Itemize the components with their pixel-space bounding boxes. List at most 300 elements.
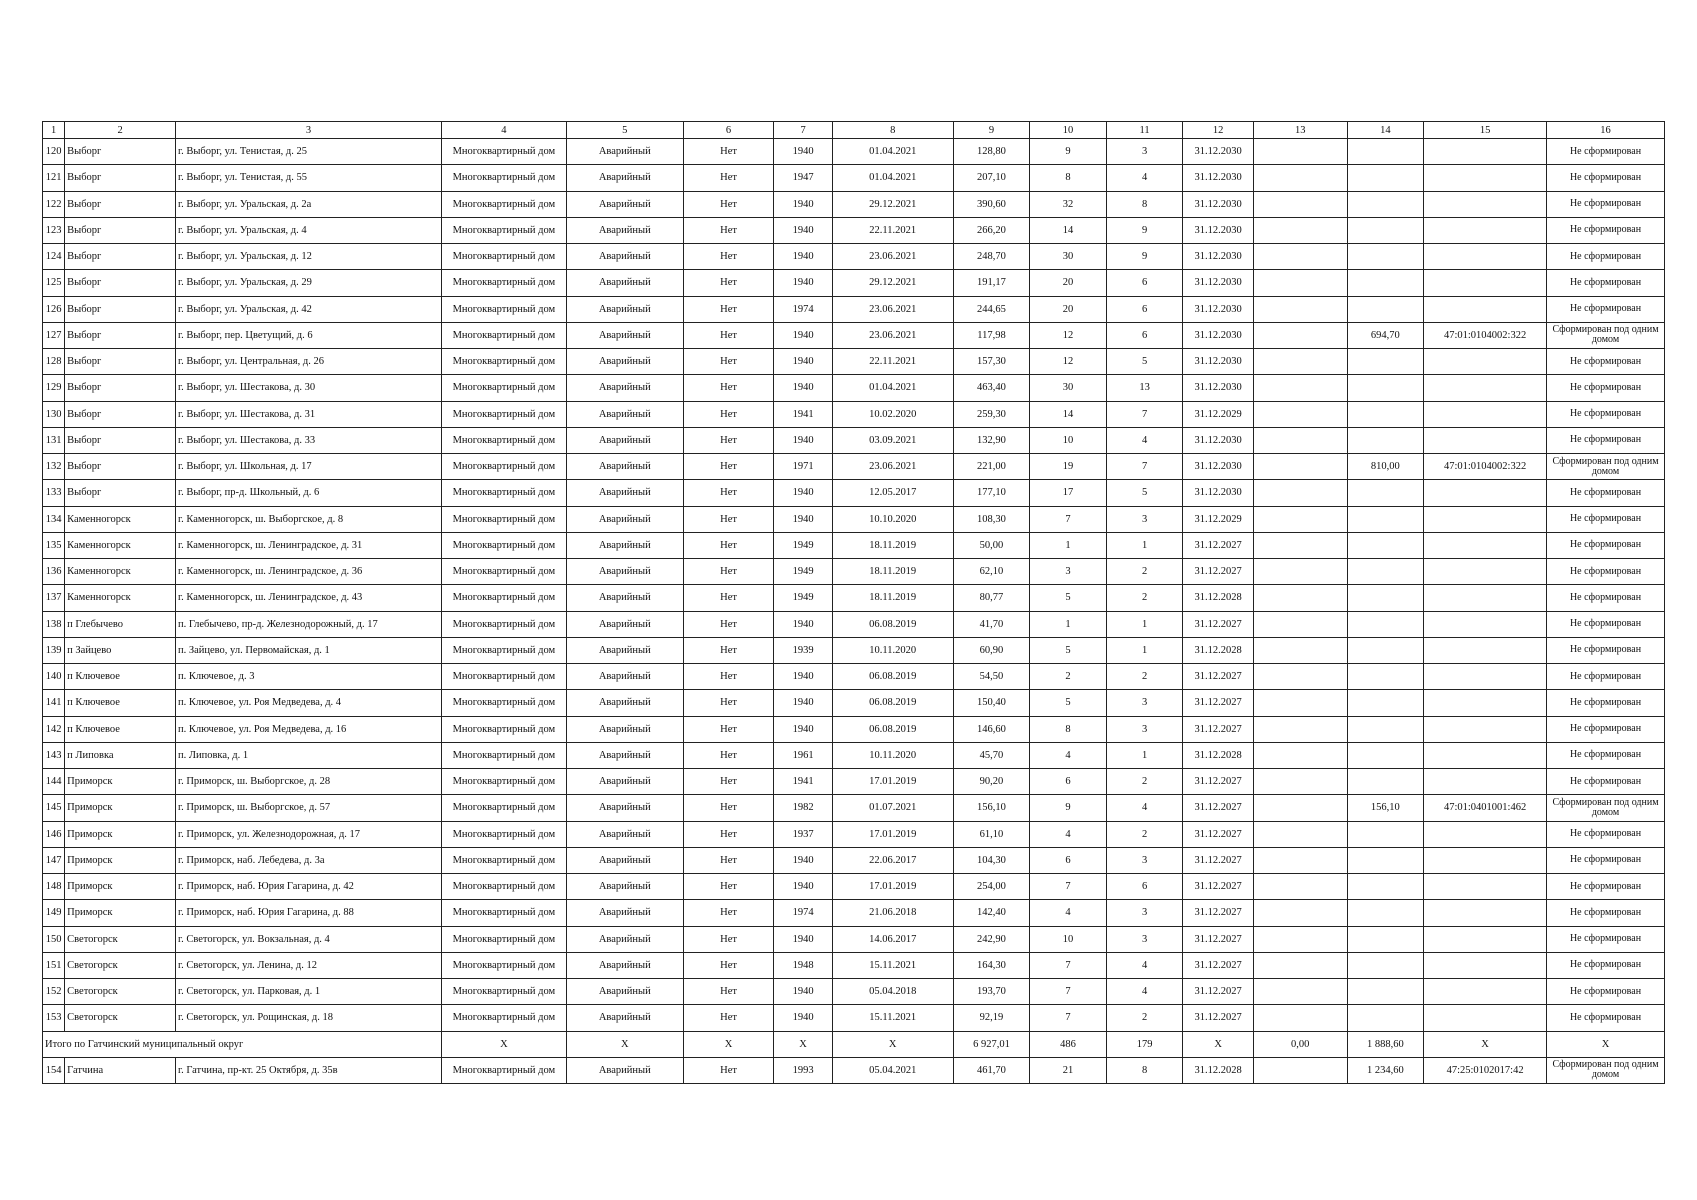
cell-row-number: 127 — [43, 322, 65, 348]
cell-build-year: 1993 — [774, 1057, 832, 1083]
cell-building-condition: Аварийный — [566, 217, 683, 243]
cell-planned-date: 31.12.2028 — [1183, 637, 1254, 663]
cell-area: 92,19 — [953, 1005, 1030, 1031]
cell-planned-date: 31.12.2030 — [1183, 322, 1254, 348]
cell-planned-date: 31.12.2028 — [1183, 1057, 1254, 1083]
column-header-2: 2 — [65, 122, 176, 139]
cell-land-status: Не сформирован — [1547, 716, 1665, 742]
cell-address: г. Выборг, ул. Уральская, д. 2а — [175, 191, 441, 217]
cell-building-condition: Аварийный — [566, 664, 683, 690]
cell-address: г. Выборг, пер. Цветущий, д. 6 — [175, 322, 441, 348]
cell-col-13 — [1253, 454, 1347, 480]
cell-decision-date: 18.11.2019 — [832, 559, 953, 585]
cell-building-condition: Аварийный — [566, 637, 683, 663]
cell-apartments-count: 4 — [1106, 952, 1183, 978]
cell-apartments-count: 6 — [1106, 296, 1183, 322]
cell-build-year: 1940 — [774, 611, 832, 637]
cell-apartments-count: 2 — [1106, 585, 1183, 611]
cell-area: 242,90 — [953, 926, 1030, 952]
cell-building-type: Многоквартирный дом — [441, 716, 566, 742]
cell-decision-date: 06.08.2019 — [832, 611, 953, 637]
cell-decision-date: 29.12.2021 — [832, 191, 953, 217]
cell-land-status: Не сформирован — [1547, 585, 1665, 611]
cell-col-13 — [1253, 847, 1347, 873]
cell-row-number: 154 — [43, 1057, 65, 1083]
cell-planned-date: 31.12.2028 — [1183, 742, 1254, 768]
column-number-header-row — [43, 122, 1665, 139]
cell-residents-count: 32 — [1030, 191, 1107, 217]
cell-col-13 — [1253, 874, 1347, 900]
cell-planned-date: 31.12.2027 — [1183, 926, 1254, 952]
table-row — [43, 690, 1665, 716]
cell-building-type: Многоквартирный дом — [441, 795, 566, 821]
cell-cadastral-number — [1424, 664, 1547, 690]
cell-building-condition: Аварийный — [566, 191, 683, 217]
cell-land-area — [1347, 716, 1424, 742]
table-row — [43, 769, 1665, 795]
cell-address: г. Гатчина, пр-кт. 25 Октября, д. 35в — [175, 1057, 441, 1083]
cell-build-year: 1940 — [774, 322, 832, 348]
cell-land-area — [1347, 401, 1424, 427]
cell-land-status: Не сформирован — [1547, 874, 1665, 900]
column-header-15: 15 — [1424, 122, 1547, 139]
cell-row-number: 122 — [43, 191, 65, 217]
cell-row-number: 147 — [43, 847, 65, 873]
cell-building-condition: Аварийный — [566, 611, 683, 637]
cell-flag: Нет — [683, 1057, 774, 1083]
table-row — [43, 506, 1665, 532]
cell-area: 248,70 — [953, 244, 1030, 270]
column-header-1: 1 — [43, 122, 65, 139]
table-row — [43, 874, 1665, 900]
cell-planned-date: 31.12.2030 — [1183, 349, 1254, 375]
cell-row-number: 131 — [43, 427, 65, 453]
cell-building-type: Многоквартирный дом — [441, 821, 566, 847]
cell-planned-date: 31.12.2027 — [1183, 847, 1254, 873]
cell-residents-count: 6 — [1030, 769, 1107, 795]
cell-apartments-count: 1 — [1106, 637, 1183, 663]
cell-building-condition: Аварийный — [566, 139, 683, 165]
cell-planned-date: 31.12.2027 — [1183, 952, 1254, 978]
cell-build-year: 1940 — [774, 1005, 832, 1031]
cell-settlement: п Ключевое — [65, 690, 176, 716]
cell-area: 461,70 — [953, 1057, 1030, 1083]
cell-area: 390,60 — [953, 191, 1030, 217]
cell-building-condition: Аварийный — [566, 165, 683, 191]
cell-flag: Нет — [683, 270, 774, 296]
cell-build-year: 1940 — [774, 349, 832, 375]
cell-address: г. Выборг, ул. Центральная, д. 26 — [175, 349, 441, 375]
cell-apartments-count: 2 — [1106, 821, 1183, 847]
cell-flag: Нет — [683, 559, 774, 585]
cell-land-area — [1347, 349, 1424, 375]
cell-cadastral-number — [1424, 1005, 1547, 1031]
cell-apartments-count: 8 — [1106, 191, 1183, 217]
table-row — [43, 244, 1665, 270]
cell-col-13 — [1253, 244, 1347, 270]
cell-residents-count: 10 — [1030, 926, 1107, 952]
cell-address: п. Ключевое, ул. Роя Медведева, д. 4 — [175, 690, 441, 716]
cell-cadastral-number — [1424, 690, 1547, 716]
table-row — [43, 952, 1665, 978]
cell-decision-date: 23.06.2021 — [832, 296, 953, 322]
cell-building-type: Многоквартирный дом — [441, 401, 566, 427]
cell-row-number: 135 — [43, 532, 65, 558]
cell-build-year: 1940 — [774, 979, 832, 1005]
cell-col-13 — [1253, 742, 1347, 768]
cell-land-status: Сформирован под одним домом — [1547, 322, 1665, 348]
cell-land-status: Не сформирован — [1547, 742, 1665, 768]
cell-residents-count: 7 — [1030, 1005, 1107, 1031]
cell-row-number: 153 — [43, 1005, 65, 1031]
cell-decision-date: 03.09.2021 — [832, 427, 953, 453]
cell-building-type: Многоквартирный дом — [441, 322, 566, 348]
cell-build-year: 1937 — [774, 821, 832, 847]
cell-col-13 — [1253, 716, 1347, 742]
cell-building-condition: Аварийный — [566, 559, 683, 585]
cell-planned-date: 31.12.2030 — [1183, 427, 1254, 453]
cell-planned-date: 31.12.2027 — [1183, 874, 1254, 900]
table-row — [43, 427, 1665, 453]
cell-build-year: 1941 — [774, 401, 832, 427]
cell-col-13 — [1253, 1057, 1347, 1083]
cell-col-13 — [1253, 217, 1347, 243]
cell-land-status: Сформирован под одним домом — [1547, 1057, 1665, 1083]
cell-area: 146,60 — [953, 716, 1030, 742]
cell-col-13 — [1253, 769, 1347, 795]
cell-decision-date: 23.06.2021 — [832, 244, 953, 270]
cell-build-year: 1940 — [774, 480, 832, 506]
cell-building-type: Многоквартирный дом — [441, 375, 566, 401]
cell-decision-date: 01.04.2021 — [832, 165, 953, 191]
cell-flag: Нет — [683, 139, 774, 165]
cell-settlement: Каменногорск — [65, 506, 176, 532]
cell-address: г. Светогорск, ул. Ленина, д. 12 — [175, 952, 441, 978]
cell-decision-date: 06.08.2019 — [832, 664, 953, 690]
cell-settlement: Приморск — [65, 900, 176, 926]
cell-building-condition: Аварийный — [566, 926, 683, 952]
cell-build-year: 1940 — [774, 664, 832, 690]
table-row — [43, 532, 1665, 558]
cell-flag: Нет — [683, 165, 774, 191]
cell-land-status: Не сформирован — [1547, 217, 1665, 243]
cell-col-13 — [1253, 532, 1347, 558]
cell-flag: Нет — [683, 611, 774, 637]
cell-address: г. Каменногорск, ш. Ленинградское, д. 36 — [175, 559, 441, 585]
cell-area: 164,30 — [953, 952, 1030, 978]
cell-flag: Нет — [683, 480, 774, 506]
cell-land-area — [1347, 191, 1424, 217]
cell-land-status: Не сформирован — [1547, 926, 1665, 952]
cell-col-13 — [1253, 585, 1347, 611]
housing-register-table — [42, 121, 1665, 1084]
cell-planned-date: 31.12.2027 — [1183, 559, 1254, 585]
cell-build-year: 1940 — [774, 847, 832, 873]
cell-settlement: Каменногорск — [65, 559, 176, 585]
cell-planned-date: 31.12.2030 — [1183, 270, 1254, 296]
cell-land-area — [1347, 480, 1424, 506]
cell-planned-date: 31.12.2027 — [1183, 690, 1254, 716]
cell-decision-date: 10.02.2020 — [832, 401, 953, 427]
cell-build-year: 1940 — [774, 244, 832, 270]
cell-address: п. Липовка, д. 1 — [175, 742, 441, 768]
cell-cadastral-number — [1424, 165, 1547, 191]
cell-residents-count: 20 — [1030, 296, 1107, 322]
cell-cadastral-number — [1424, 244, 1547, 270]
total-cell-c6: X — [683, 1031, 774, 1057]
cell-planned-date: 31.12.2027 — [1183, 900, 1254, 926]
cell-building-type: Многоквартирный дом — [441, 926, 566, 952]
cell-building-type: Многоквартирный дом — [441, 690, 566, 716]
column-header-3: 3 — [175, 122, 441, 139]
cell-address: г. Выборг, ул. Шестакова, д. 31 — [175, 401, 441, 427]
column-header-5: 5 — [566, 122, 683, 139]
cell-build-year: 1940 — [774, 926, 832, 952]
cell-flag: Нет — [683, 690, 774, 716]
cell-settlement: п Липовка — [65, 742, 176, 768]
cell-settlement: Выборг — [65, 296, 176, 322]
cell-decision-date: 23.06.2021 — [832, 454, 953, 480]
cell-residents-count: 7 — [1030, 952, 1107, 978]
table-row — [43, 716, 1665, 742]
cell-cadastral-number — [1424, 401, 1547, 427]
cell-flag: Нет — [683, 979, 774, 1005]
cell-planned-date: 31.12.2030 — [1183, 296, 1254, 322]
cell-flag: Нет — [683, 1005, 774, 1031]
cell-building-type: Многоквартирный дом — [441, 611, 566, 637]
cell-cadastral-number — [1424, 349, 1547, 375]
cell-cadastral-number — [1424, 191, 1547, 217]
cell-build-year: 1940 — [774, 716, 832, 742]
cell-building-condition: Аварийный — [566, 874, 683, 900]
cell-land-area — [1347, 244, 1424, 270]
total-label: Итого по Гатчинский муниципальный округ — [43, 1031, 442, 1057]
cell-col-13 — [1253, 296, 1347, 322]
cell-building-type: Многоквартирный дом — [441, 139, 566, 165]
column-header-10: 10 — [1030, 122, 1107, 139]
cell-land-area — [1347, 217, 1424, 243]
cell-address: п. Зайцево, ул. Первомайская, д. 1 — [175, 637, 441, 663]
cell-flag: Нет — [683, 821, 774, 847]
table-row — [43, 454, 1665, 480]
cell-apartments-count: 1 — [1106, 611, 1183, 637]
table-row — [43, 664, 1665, 690]
cell-cadastral-number — [1424, 139, 1547, 165]
cell-land-area — [1347, 611, 1424, 637]
cell-build-year: 1940 — [774, 139, 832, 165]
cell-build-year: 1940 — [774, 217, 832, 243]
cell-building-condition: Аварийный — [566, 506, 683, 532]
cell-residents-count: 5 — [1030, 690, 1107, 716]
cell-settlement: Выборг — [65, 401, 176, 427]
cell-building-type: Многоквартирный дом — [441, 427, 566, 453]
cell-land-area — [1347, 637, 1424, 663]
cell-settlement: п Зайцево — [65, 637, 176, 663]
cell-flag: Нет — [683, 532, 774, 558]
cell-row-number: 149 — [43, 900, 65, 926]
cell-apartments-count: 3 — [1106, 139, 1183, 165]
cell-row-number: 128 — [43, 349, 65, 375]
cell-cadastral-number: 47:01:0104002:322 — [1424, 322, 1547, 348]
cell-row-number: 132 — [43, 454, 65, 480]
cell-land-status: Не сформирован — [1547, 821, 1665, 847]
cell-building-condition: Аварийный — [566, 585, 683, 611]
cell-flag: Нет — [683, 427, 774, 453]
cell-area: 62,10 — [953, 559, 1030, 585]
cell-cadastral-number — [1424, 375, 1547, 401]
table-row — [43, 637, 1665, 663]
cell-address: г. Приморск, наб. Лебедева, д. 3а — [175, 847, 441, 873]
cell-row-number: 121 — [43, 165, 65, 191]
cell-residents-count: 19 — [1030, 454, 1107, 480]
cell-cadastral-number — [1424, 217, 1547, 243]
cell-building-type: Многоквартирный дом — [441, 979, 566, 1005]
cell-land-status: Не сформирован — [1547, 1005, 1665, 1031]
cell-building-condition: Аварийный — [566, 690, 683, 716]
cell-land-status: Не сформирован — [1547, 427, 1665, 453]
cell-settlement: Выборг — [65, 375, 176, 401]
total-cell-c8: X — [832, 1031, 953, 1057]
cell-land-status: Не сформирован — [1547, 611, 1665, 637]
table-row — [43, 270, 1665, 296]
cell-build-year: 1949 — [774, 559, 832, 585]
cell-land-status: Не сформирован — [1547, 191, 1665, 217]
cell-cadastral-number — [1424, 637, 1547, 663]
table-row — [43, 375, 1665, 401]
total-cell-c14: 1 888,60 — [1347, 1031, 1424, 1057]
cell-build-year: 1947 — [774, 165, 832, 191]
cell-flag: Нет — [683, 847, 774, 873]
total-cell-c4: X — [441, 1031, 566, 1057]
cell-building-type: Многоквартирный дом — [441, 559, 566, 585]
cell-building-type: Многоквартирный дом — [441, 349, 566, 375]
cell-row-number: 148 — [43, 874, 65, 900]
cell-building-type: Многоквартирный дом — [441, 270, 566, 296]
cell-area: 244,65 — [953, 296, 1030, 322]
cell-cadastral-number — [1424, 952, 1547, 978]
cell-residents-count: 8 — [1030, 165, 1107, 191]
cell-row-number: 136 — [43, 559, 65, 585]
cell-address: г. Выборг, ул. Уральская, д. 4 — [175, 217, 441, 243]
cell-building-condition: Аварийный — [566, 375, 683, 401]
cell-col-13 — [1253, 322, 1347, 348]
cell-land-status: Не сформирован — [1547, 506, 1665, 532]
cell-build-year: 1940 — [774, 506, 832, 532]
cell-build-year: 1971 — [774, 454, 832, 480]
cell-apartments-count: 2 — [1106, 664, 1183, 690]
cell-building-type: Многоквартирный дом — [441, 664, 566, 690]
cell-decision-date: 12.05.2017 — [832, 480, 953, 506]
cell-land-status: Не сформирован — [1547, 952, 1665, 978]
cell-land-status: Не сформирован — [1547, 847, 1665, 873]
cell-area: 128,80 — [953, 139, 1030, 165]
cell-build-year: 1940 — [774, 427, 832, 453]
cell-row-number: 150 — [43, 926, 65, 952]
cell-planned-date: 31.12.2027 — [1183, 716, 1254, 742]
cell-row-number: 138 — [43, 611, 65, 637]
cell-build-year: 1949 — [774, 532, 832, 558]
table-row — [43, 795, 1665, 821]
cell-residents-count: 5 — [1030, 637, 1107, 663]
table-row — [43, 559, 1665, 585]
cell-col-13 — [1253, 559, 1347, 585]
column-header-8: 8 — [832, 122, 953, 139]
total-cell-c10: 486 — [1030, 1031, 1107, 1057]
table-row — [43, 296, 1665, 322]
cell-residents-count: 12 — [1030, 349, 1107, 375]
cell-building-condition: Аварийный — [566, 532, 683, 558]
cell-land-area — [1347, 900, 1424, 926]
cell-settlement: п Глебычево — [65, 611, 176, 637]
cell-decision-date: 05.04.2018 — [832, 979, 953, 1005]
cell-settlement: Каменногорск — [65, 532, 176, 558]
cell-settlement: Выборг — [65, 139, 176, 165]
cell-address: г. Выборг, ул. Тенистая, д. 55 — [175, 165, 441, 191]
cell-decision-date: 06.08.2019 — [832, 716, 953, 742]
cell-decision-date: 01.07.2021 — [832, 795, 953, 821]
cell-decision-date: 22.11.2021 — [832, 217, 953, 243]
cell-planned-date: 31.12.2028 — [1183, 585, 1254, 611]
cell-land-area: 810,00 — [1347, 454, 1424, 480]
cell-planned-date: 31.12.2027 — [1183, 821, 1254, 847]
cell-settlement: Светогорск — [65, 1005, 176, 1031]
cell-address: г. Выборг, ул. Уральская, д. 29 — [175, 270, 441, 296]
cell-building-type: Многоквартирный дом — [441, 847, 566, 873]
cell-planned-date: 31.12.2027 — [1183, 611, 1254, 637]
total-cell-c16: X — [1547, 1031, 1665, 1057]
cell-address: п. Ключевое, ул. Роя Медведева, д. 16 — [175, 716, 441, 742]
cell-address: г. Светогорск, ул. Рощинская, д. 18 — [175, 1005, 441, 1031]
cell-land-area — [1347, 926, 1424, 952]
cell-land-status: Не сформирован — [1547, 244, 1665, 270]
cell-residents-count: 4 — [1030, 900, 1107, 926]
cell-building-condition: Аварийный — [566, 769, 683, 795]
cell-apartments-count: 3 — [1106, 690, 1183, 716]
cell-land-area — [1347, 664, 1424, 690]
cell-flag: Нет — [683, 375, 774, 401]
cell-settlement: Выборг — [65, 427, 176, 453]
cell-flag: Нет — [683, 952, 774, 978]
column-header-11: 11 — [1106, 122, 1183, 139]
cell-land-area — [1347, 165, 1424, 191]
cell-decision-date: 21.06.2018 — [832, 900, 953, 926]
cell-col-13 — [1253, 637, 1347, 663]
cell-building-condition: Аварийный — [566, 795, 683, 821]
column-header-13: 13 — [1253, 122, 1347, 139]
cell-planned-date: 31.12.2030 — [1183, 139, 1254, 165]
cell-decision-date: 22.06.2017 — [832, 847, 953, 873]
cell-building-condition: Аварийный — [566, 900, 683, 926]
total-cell-c5: X — [566, 1031, 683, 1057]
cell-land-area — [1347, 559, 1424, 585]
cell-apartments-count: 3 — [1106, 847, 1183, 873]
cell-settlement: Приморск — [65, 847, 176, 873]
cell-area: 41,70 — [953, 611, 1030, 637]
cell-col-13 — [1253, 821, 1347, 847]
table-row — [43, 401, 1665, 427]
cell-col-13 — [1253, 191, 1347, 217]
cell-cadastral-number — [1424, 847, 1547, 873]
cell-cadastral-number — [1424, 926, 1547, 952]
cell-cadastral-number — [1424, 480, 1547, 506]
cell-cadastral-number — [1424, 506, 1547, 532]
cell-address: г. Приморск, ш. Выборгское, д. 57 — [175, 795, 441, 821]
cell-building-type: Многоквартирный дом — [441, 191, 566, 217]
cell-area: 463,40 — [953, 375, 1030, 401]
cell-settlement: Каменногорск — [65, 585, 176, 611]
cell-building-condition: Аварийный — [566, 716, 683, 742]
cell-address: г. Приморск, наб. Юрия Гагарина, д. 42 — [175, 874, 441, 900]
